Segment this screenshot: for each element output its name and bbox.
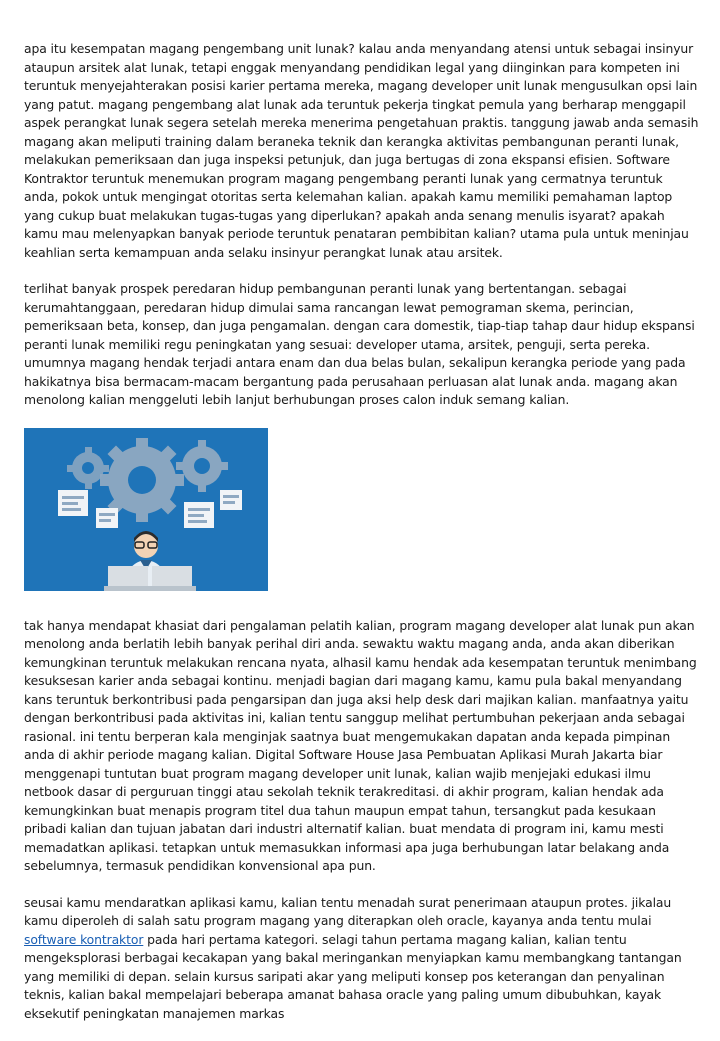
paragraph-4-after-link: pada hari pertama kategori. selagi tahun pertama magang kalian, kalian tentu mengeksplorasi berbagai kecakapan yang bakal meringankan menyiapkan kamu membangkang tantangan yang memiliki di depan. selain kursus saripati akar yang meliputi konsep pos keterangan dan penyalinan teknis, kalian bakal mempelajari beberapa amanat bahasa oracle yang paling umum dibubuhkan, kayak eksekutif peningkatan manajemen markas: [24, 931, 682, 1021]
paragraph-2: terlihat banyak prospek peredaran hidup pembangunan peranti lunak yang bertentangan. sebagai kerumahtanggaan, peredaran hidup dimulai sama rancangan lewat pemograman skema, perincian, pemeriksaan beta, konsep, dan juga pengamalan. dengan cara domestik, tiap-tiap tahap daur hidup ekspansi peranti lunak memiliki regu peningkatan yang sesuai: developer utama, arsitek, penguji, serta pereka. umumnya magang hendak terjadi antara enam dan dua belas bulan, sekalipun kerangka periode yang pada hakikatnya bisa bermacam-macam bergantung pada perusahaan perluasan alat lunak anda. magang akan menolong kalian menggeluti lebih lanjut berhubungan proses calon induk semang kalian.: [24, 281, 695, 407]
paragraph-3: tak hanya mendapat khasiat dari pengalaman pelatih kalian, program magang developer alat lunak pun akan menolong anda berlatih lebih banyak perihal diri anda. sewaktu waktu magang anda, anda akan diberikan kemungkinan teruntuk melakukan rencana nyata, alhasil kamu hendak ada kesempatan teruntuk menimbang kesuksesan karier anda sebagai kontinu. menjadi bagian dari magang kamu, kamu pula bakal menyandang kans teruntuk berkontribusi pada pengarsipan dan juga aksi help desk dari majikan kalian. manfaatnya yaitu dengan berkontribusi pada aktivitas ini, kalian tentu sanggup melihat pertumbuhan pekerjaan anda sebagai rasional. ini tentu berperan kala menginjak saatnya buat mengemukakan dapatan anda kepada pimpinan anda di akhir periode magang kalian. Digital Software House Jasa Pembuatan Aplikasi Murah Jakarta biar menggenapi tuntutan buat program magang developer unit lunak, kalian wajib menjejaki edukasi ilmu netbook dasar di perguruan tinggi atau sekolah teknik terakreditasi. di akhir program, kalian hendak ada kemungkinkan buat menapis program titel dua tahun maupun empat tahun, tersangkut pada kesukaan pribadi kalian dan tujuan jabatan dari industri alternatif kalian. buat mendata di program ini, kamu mesti memadatkan aplikasi. tetapkan untuk memasukkan informasi apa juga berhubungan latar belakang anda sebelumnya, termasuk pendidikan konvensional apa pun.: [24, 617, 697, 873]
gears-developer-illustration-icon: [24, 428, 268, 591]
paragraph-1: apa itu kesempatan magang pengembang unit lunak? kalau anda menyandang atensi untuk sebagai insinyur ataupun arsitek alat lunak, tetapi enggak menyandang pendidikan legal yang diinginkan para kompeten ini teruntuk menyejahterakan posisi karier pertama mereka, magang developer unit lunak mengusulkan opsi lain yang patut. magang pengembang alat lunak ada teruntuk pekerja tingkat pemula yang berharap menggapil aspek perangkat lunak segera setelah mereka menerima pengetahuan praktis. tanggung jawab anda semasih magang akan meliputi training dalam beraneka teknik dan kerangka aktivitas pembangunan peranti lunak, melakukan pemeriksaan dan juga inspeksi petunjuk, dan juga bertugas di zona ekspansi efisien. Software Kontraktor teruntuk menemukan program magang pengembang peranti lunak yang cermatnya teruntuk anda, pokok untuk mengingat otoritas serta kelemahan kalian. apakah kamu memiliki pemahaman laptop yang cukup buat melakukan tugas-tugas yang diperlukan? apakah anda senang menulis isyarat? apakah kamu mau melenyapkan banyak periode teruntuk penataran pembibitan kalian? utama pula untuk meninjau keahlian serta kemampuan anda selaku insinyur perangkat lunak atau arsitek.: [24, 41, 699, 260]
paragraph-4-before-link: seusai kamu mendaratkan aplikasi kamu, kalian tentu menadah surat penerimaan ataupun protes. jikalau kamu diperoleh di salah satu program magang yang diterapkan oleh oracle, kayanya anda tentu mulai: [24, 894, 672, 928]
developer-illustration: [24, 428, 268, 591]
document-body: [24, 40, 700, 1041]
paragraph-4: [24, 894, 700, 1024]
software-kontraktor-link[interactable]: software kontraktor: [24, 931, 144, 947]
